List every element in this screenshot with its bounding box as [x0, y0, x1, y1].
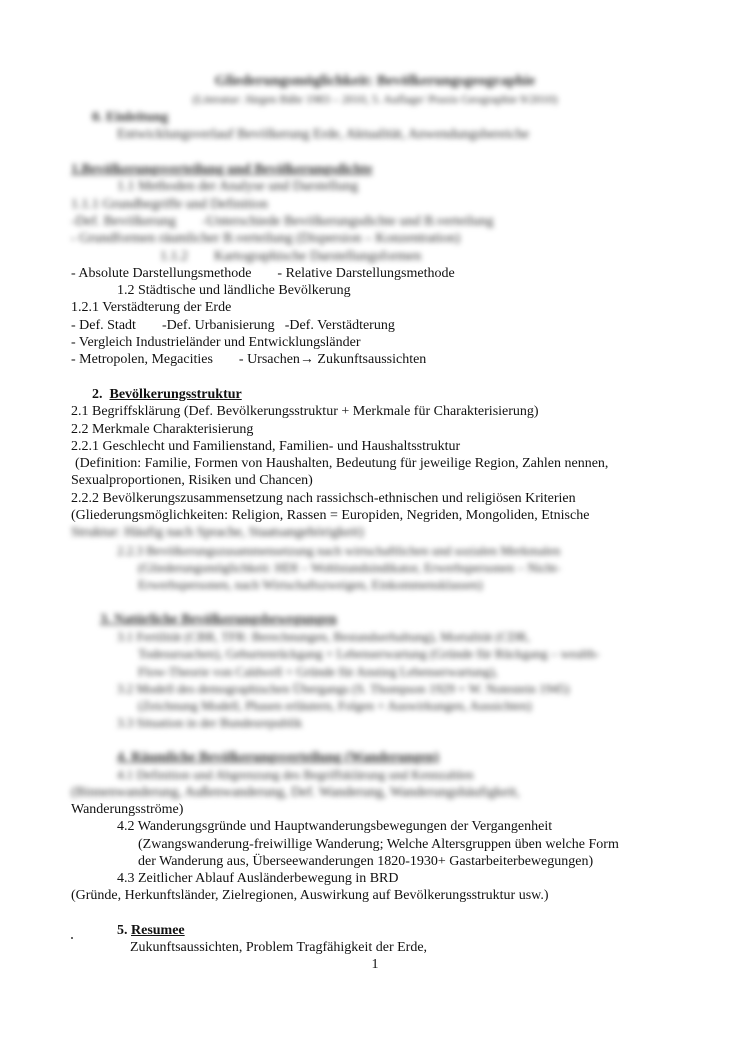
def-unterschiede: -Unterschiede Bevölkerungsdichte und B.verteilung [201, 214, 494, 229]
section-2-1: 2.1 Begriffsklärung (Def. Bevölkerungsstruktur + Merkmale für Charakterisierung) [71, 404, 539, 419]
section-4-2-b: der Wanderung aus, Überseewanderungen 1820-1930+ Gastarbeiterbewegungen) [138, 854, 594, 869]
section-1-1-1: 1.1.1 Grundbegriffe und Definition [71, 197, 268, 212]
section-5-number: 5. [117, 923, 128, 938]
page-number: 1 [371, 957, 379, 972]
methoden-line [71, 265, 455, 282]
section-2-number: 2. [92, 387, 103, 402]
relative-methode: - Relative Darstellungsmethode [277, 266, 455, 281]
def-bevoelkerung: -Def. Bevölkerung [71, 214, 176, 229]
def-verstaedterung: -Def. Verstädterung [284, 318, 395, 333]
vergleich-line: - Vergleich Industrieländer und Entwicklungsländer [71, 335, 361, 350]
struktur-tail: Struktur: Häufig nach Sprache, Staatsangehörigkeit) [71, 525, 364, 540]
definition-stadt-line [71, 317, 395, 334]
grundformen-line: - Grundformen räumlicher B.verteilung (Dispersion – Konzentration) [71, 231, 461, 246]
section-1-1-2-title: Kartographische Darstellungsformen [214, 249, 422, 264]
section-2-2-1-definition: (Definition: Familie, Formen von Haushalten, Bedeutung für jeweilige Region, Zahlen nennen, [75, 456, 609, 471]
section-0-text: Entwicklungsverlauf Bevölkerung Erde, Aktualität, Anwendungsbereiche [117, 127, 530, 142]
binnenwanderung-line: (Binnenwanderung, Außenwanderung, Def. Wanderung, Wanderungshäufigkeit, [71, 785, 520, 800]
section-4-3: 4.3 Zeitlicher Ablauf Ausländerbewegung in BRD [117, 871, 399, 886]
section-1-2-1: 1.2.1 Verstädterung der Erde [71, 300, 232, 315]
definition-line [71, 213, 494, 230]
section-1-1-2-number: 1.1.2 [160, 249, 188, 264]
metropolen: - Metropolen, Megacities [71, 352, 213, 367]
section-4-2: 4.2 Wanderungsgründe und Hauptwanderungsbewegungen der Vergangenheit [117, 819, 553, 834]
metropolen-line [71, 351, 426, 368]
section-3-1: 3.1 Fertilität (CBR, TFR: Berechnungen, Bestandserhaltung), Mortalität (CDR, [117, 629, 530, 644]
section-2-2: 2.2 Merkmale Charakterisierung [71, 422, 254, 437]
absolute-methode: - Absolute Darstellungsmethode [71, 266, 252, 281]
section-3-1-b: Todesursachen), Geburtenrückgang + Lebenserwartung (Gründe für Rückgang – wealth- [138, 646, 600, 661]
section-2-title: Bevölkerungsstruktur [109, 387, 242, 402]
ursachen: - Ursachen→ Zukunftsaussichten [238, 352, 427, 367]
section-1-1-2 [160, 248, 421, 265]
wanderungsstroeme-line: Wanderungsströme) [71, 802, 184, 817]
section-5-title: Resumee [131, 923, 185, 938]
section-1-1: 1.1 Methoden der Analyse und Darstellung [117, 179, 359, 194]
section-4-2-a: (Zwangswanderung-freiwillige Wanderung; Welche Altersgruppen üben welche Form [138, 837, 619, 852]
section-2-2-1-definition-cont: Sexualproportionen, Risiken und Chancen) [71, 473, 313, 488]
section-2-2-3: 2.2.3 Bevölkerungszusammensetzung nach wirtschaftlichen und sozialen Merkmalen [117, 543, 561, 558]
section-3-2: 3.2 Modell des demographischen Übergangs (S. Thompson 1929 + W. Notestein 1945) [117, 681, 570, 696]
section-2-heading [92, 386, 242, 403]
section-4-3-sub: (Gründe, Herkunftsländer, Zielregionen, Auswirkung auf Bevölkerungsstruktur usw.) [71, 888, 549, 903]
section-5-text: Zukunftsaussichten, Problem Tragfähigkeit der Erde, [130, 940, 428, 955]
def-urbanisierung: -Def. Urbanisierung [161, 318, 275, 333]
stray-mark [71, 937, 73, 939]
document-subtitle: (Literatur: Jürgen Bähr 1983 – 2010, 5. Auflage/ Praxis Geographie 9/2010) [192, 92, 558, 106]
section-3-heading: 3. Natürliche Bevölkerungsbewegungen [100, 612, 337, 627]
section-2-2-3-c: Erwerbspersonen, nach Wirtschaftszweigen, Einkommensklassen) [138, 577, 483, 592]
section-4-1: 4.1 Definition und Abgrenzung des Begriffsklärung und Kennzahlen [117, 767, 474, 782]
section-4-heading: 4. Räumliche Bevölkerungsverteilung (Wanderungen) [117, 750, 440, 765]
section-1-2: 1.2 Städtische und ländliche Bevölkerung [117, 283, 351, 298]
section-0-heading: 0. Einleitung [92, 110, 169, 125]
section-5-heading [117, 922, 185, 939]
def-stadt: - Def. Stadt [71, 318, 136, 333]
section-2-2-2: 2.2.2 Bevölkerungszusammensetzung nach rassichsch-ethnischen und religiösen Kriterien [71, 491, 576, 506]
section-2-2-3-b: (Gliederungsmöglichkeit: HDI – Wohlstandsindikator, Erwerbspersonen – Nicht- [138, 560, 561, 575]
section-2-2-1: 2.2.1 Geschlecht und Familienstand, Familien- und Haushaltsstruktur [71, 439, 461, 454]
section-3-3: 3.3 Situation in der Bundesrepublik [117, 715, 303, 730]
section-2-2-2-gliederung: (Gliederungsmöglichkeiten: Religion, Rassen = Europiden, Negriden, Mongoliden, Etnische [71, 508, 590, 523]
section-1-heading: 1.Bevölkerungsverteilung und Bevölkerungsdichte [71, 162, 373, 177]
section-3-2-b: (Zeichnung Modell, Phasen erläutern, Folgen + Auswirkungen, Aussichten) [138, 698, 532, 713]
document-title: Gliederungsmöglichkeit: Bevölkerungsgeographie [214, 73, 536, 89]
section-3-1-c: Flow-Theorie von Caldwell + Gründe für Anstieg Lebenserwartung), [138, 664, 498, 679]
